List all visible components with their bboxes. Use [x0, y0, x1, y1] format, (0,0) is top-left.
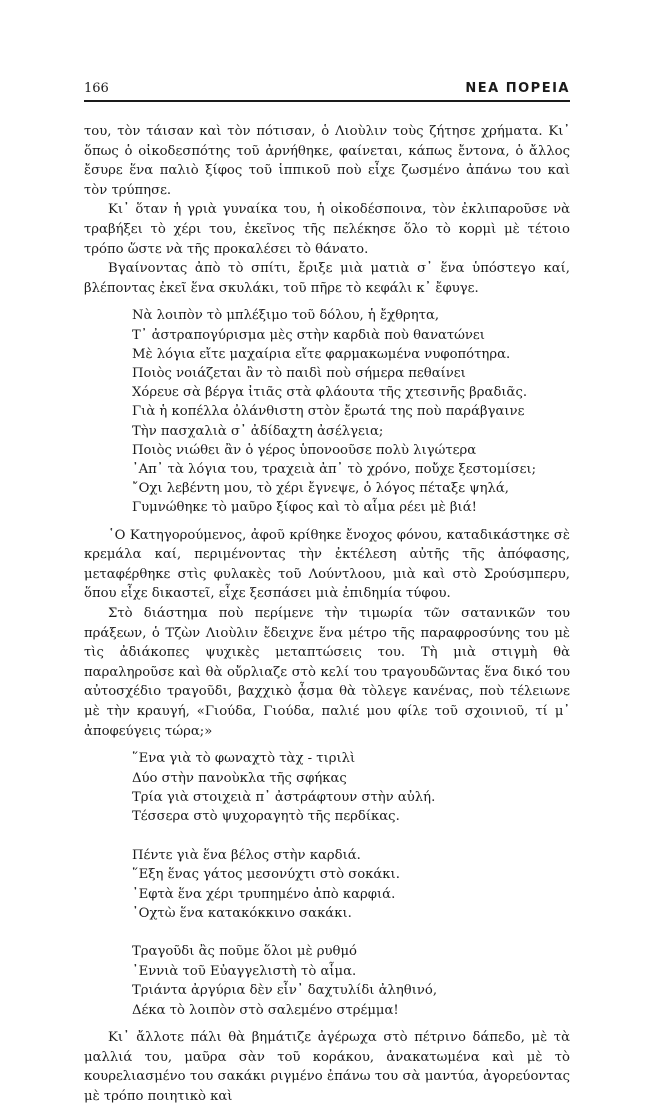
poem-line: Χόρευε σὰ βέργα ἰτιᾶς στὰ φλάουτα τῆς χτεσινῆς βραδιᾶς. — [132, 385, 528, 401]
poem-line: Τ᾿ ἀστραπογύρισμα μὲς στὴν καρδιὰ ποὺ θανατώνει — [132, 327, 485, 343]
poem-line: ᾿Απ᾿ τὰ λόγια του, τραχειὰ ἀπ᾿ τὸ χρόνο, ποὔχε ξεστομίσει; — [132, 461, 537, 477]
poem-line: Μὲ λόγια εἴτε μαχαίρια εἴτε φαρμακωμένα νυφοπότηρα. — [132, 346, 511, 362]
song-line: Δέκα τὸ λοιπὸν στὸ σαλεμένο στρέμμα! — [132, 1002, 399, 1018]
poem-line: Γιὰ ἡ κοπέλλα ὀλάνθιστη στὸν ἔρωτά της ποὺ παράβγαινε — [132, 404, 525, 420]
poem-line: Γυμνώθηκε τὸ μαῦρο ξίφος καὶ τὸ αἷμα ρέει μὲ βιά! — [132, 500, 477, 516]
song-line: Τραγοῦδι ἂς ποῦμε ὅλοι μὲ ρυθμό — [132, 944, 357, 960]
page-number: 166 — [84, 81, 109, 96]
song-line: ῞Ενα γιὰ τὸ φωναχτὸ τὰχ - τιριλὶ — [132, 751, 356, 767]
poem-block — [132, 306, 570, 517]
paragraph: του, τὸν τάισαν καὶ τὸν πότισαν, ὁ Λιοὺλιν τοὺς ζήτησε χρήματα. Κι᾿ ὅπως ὁ οἰκοδεσπότης τοῦ ἀρνήθηκε, φαίνεται, κάπως ἔντονα, ὁ ἄλλος ἔσυρε ἕνα παλιὸ ξίφος τοῦ ἱππικοῦ ποὺ εἶχε ζωσμένο ἀπάνω του καὶ τὸν τρύπησε. — [84, 124, 570, 198]
song-line: Τριάντα ἀργύρια δὲν εἶν᾿ δαχτυλίδι ἀληθινό, — [132, 983, 438, 999]
song-line: ᾿Εφτὰ ἕνα χέρι τρυπημένο ἀπὸ καρφιά. — [132, 886, 396, 902]
song-line: ᾿Εννιὰ τοῦ Εὐαγγελιστὴ τὸ αἷμα. — [132, 963, 357, 979]
poem-line: Τὴν πασχαλιὰ σ᾿ ἀδίδαχτη ἀσέλγεια; — [132, 423, 384, 439]
paragraph: ῾Ο Κατηγορούμενος, ἀφοῦ κρίθηκε ἔνοχος φόνου, καταδικάστηκε σὲ κρεμάλα καί, περιμένοντας τὴν ἐκτέλεση αὐτῆς τῆς ἀπόφασης, μεταφέρθηκε στὶς φυλακὲς τοῦ Λούντλοου, μιὰ καὶ στὸ Σρούσμπερυ, ὅπου εἶχε δικαστεῖ, εἶχε ξεσπάσει μιὰ ἐπιδημία τύφου. — [84, 527, 570, 602]
page-header — [84, 74, 570, 102]
song-line: Τέσσερα στὸ ψυχοραγητὸ τῆς περδίκας. — [132, 809, 400, 825]
poem-line: ῎Οχι λεβέντη μου, τὸ χέρι ἔγνεψε, ὁ λόγος πέταξε ψηλά, — [132, 481, 509, 497]
song-line: Πέντε γιὰ ἕνα βέλος στὴν καρδιά. — [132, 847, 361, 863]
poem-line: Ποιὸς νοιάζεται ἂν τὸ παιδὶ ποὺ σήμερα πεθαίνει — [132, 365, 466, 381]
poem-line: Νὰ λοιπὸν τὸ μπλέξιμο τοῦ δόλου, ἡ ἔχθρητα, — [132, 308, 440, 324]
song-line: ᾿Οχτὼ ἕνα κατακόκκινο σακάκι. — [132, 905, 352, 921]
paragraph: Βγαίνοντας ἀπὸ τὸ σπίτι, ἔριξε μιὰ ματιὰ σ᾿ ἕνα ὑπόστεγο καί, βλέποντας ἐκεῖ ἕνα σκυλάκι, τοῦ πῆρε τὸ κεφάλι κ᾿ ἔφυγε. — [84, 261, 570, 296]
paragraph: Κι᾿ ἄλλοτε πάλι θὰ βημάτιζε ἀγέρωχα στὸ πέτρινο δάπεδο, μὲ τὰ μαλλιά του, μαῦρα σὰν τοῦ κοράκου, ἀνακατωμένα καὶ μὲ τὸ κουρελιασμένο του σακάκι ριγμένο ἐπάνω του σὰ μαντύα, ἀγορεύοντας μὲ τρόπο ποιητικὸ καὶ — [84, 1029, 570, 1104]
song-line: Τρία γιὰ στοιχειὰ π᾿ ἀστράφτουν στὴν αὐλή. — [132, 789, 436, 805]
page-body — [84, 122, 570, 1106]
song-block — [132, 749, 570, 1020]
poem-line: Ποιὸς νιώθει ἂν ὁ γέρος ὑπονοοῦσε πολὺ λιγώτερα — [132, 442, 477, 458]
paragraph: Στὸ διάστημα ποὺ περίμενε τὴν τιμωρία τῶν σατανικῶν του πράξεων, ὁ Τζὼν Λιοὺλιν ἔδειχνε ἕνα μέτρο τῆς παραφροσύνης του μὲ τὶς ἀδιάκοπες ψυχικὲς μεταπτώσεις του. Τὴ μιὰ στιγμὴ θὰ παραληροῦσε καὶ θὰ οὔρλιαζε στὸ κελί του τραγουδῶντας ἕνα δικό του αὐτοσχέδιο τραγοῦδι, βαχχικὸ ᾆσμα θὰ τὸλεγε κανένας, ποὺ τέλειωνε μὲ τὴν κραυγή, «Γιούδα, Γιούδα, παλιέ μου φίλε τοῦ σχοινιοῦ, τί μ᾿ ἀποφεύγεις τώρα;» — [84, 605, 570, 739]
paragraph: Κι᾿ ὅταν ἡ γριὰ γυναίκα του, ἡ οἰκοδέσποινα, τὸν ἐκλιπαροῦσε νὰ τραβήξει τὸ χέρι του, ἐκεῖνος τῆς πελέκησε ὅλο τὸ κορμὶ μὲ τέτοιο τρόπο ὥστε νὰ τῆς προκαλέσει τὸ θάνατο. — [84, 202, 570, 257]
song-line: Δύο στὴν πανοὺκλα τῆς σφήκας — [132, 770, 347, 786]
running-title: ΝΕΑ ΠΟΡΕΙΑ — [465, 81, 570, 96]
song-line: ῞Εξη ἕνας γάτος μεσονύχτι στὸ σοκάκι. — [132, 867, 400, 883]
